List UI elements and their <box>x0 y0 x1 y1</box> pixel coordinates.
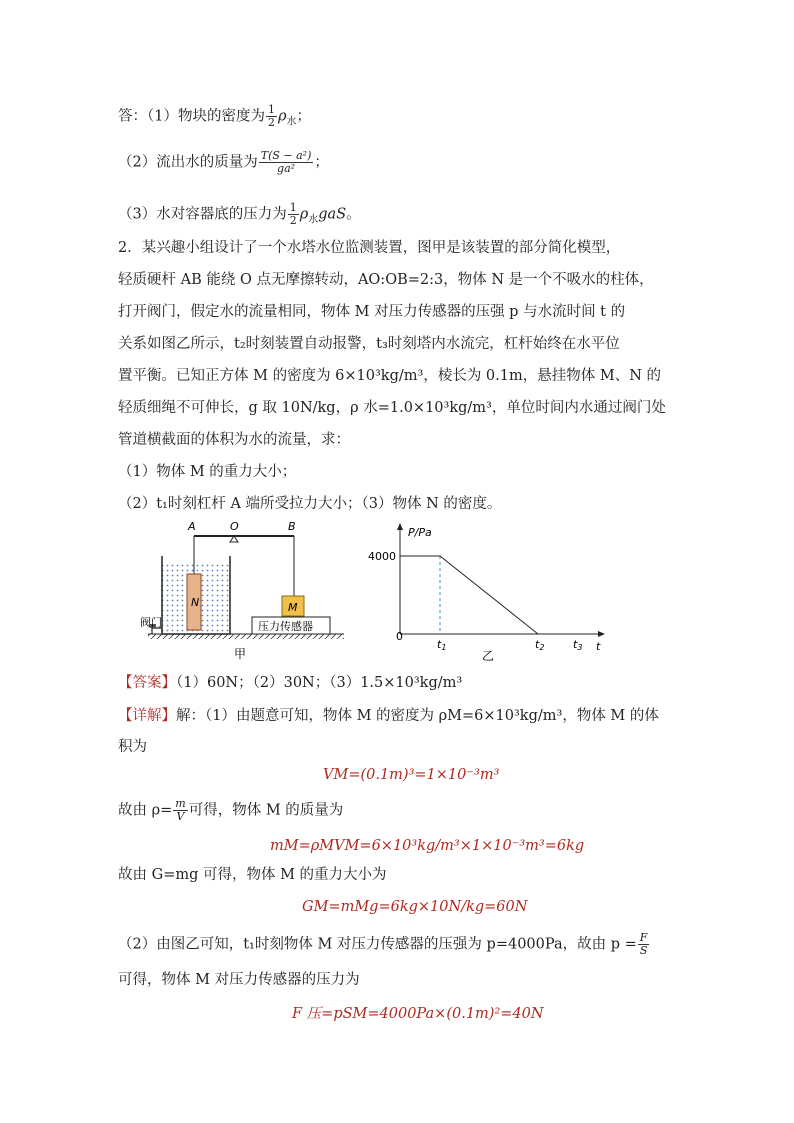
question-2-3: （2）t₁时刻杠杆 A 端所受拉力大小；（3）物体 N 的密度。 <box>118 496 502 512</box>
problem-line: 管道横截面的体积为水的流量，求： <box>118 432 350 448</box>
detail-line-6: 可得，物体 M 对压力传感器的压力为 <box>118 972 360 988</box>
fraction-denominator: S <box>639 944 648 957</box>
x-axis-label: t <box>596 640 601 653</box>
problem-line: 轻质细绳不可伸长，g 取 10N/kg，ρ 水=1.0×10³kg/m³，单位时间内水通过阀门处 <box>118 400 666 416</box>
label-m: M <box>288 601 298 614</box>
fraction-denominator: ga² <box>277 162 296 175</box>
sensor-label: 压力传感器 <box>258 620 313 633</box>
x-tick-t3: t3 <box>573 638 583 652</box>
label-o: O <box>230 520 239 533</box>
detail-text: 可得，物体 M 的质量为 <box>188 802 344 819</box>
detail-line-5 <box>118 932 650 957</box>
answer-line-3 <box>118 202 361 230</box>
fraction-denominator: 2 <box>267 116 275 129</box>
problem-line: 2．某兴趣小组设计了一个水塔水位监测装置，图甲是该装置的部分简化模型， <box>118 240 621 256</box>
problem-line: 置平衡。已知正方体 M 的密度为 6×10³kg/m³，棱长为 0.1m，悬挂物体 M、N 的 <box>118 368 661 384</box>
x-ticks <box>437 638 582 652</box>
detail-line-2: 积为 <box>118 739 147 755</box>
rho-subscript: 水 <box>308 214 319 226</box>
fraction <box>638 932 650 957</box>
problem-line: 关系如图乙所示，t₂时刻装置自动报警，t₃时刻塔内水流完，杠杆始终在水平位 <box>118 336 620 352</box>
question-1: （1）物体 M 的重力大小； <box>118 464 297 480</box>
punct: ； <box>296 108 312 125</box>
caption-b: 乙 <box>482 649 495 663</box>
fraction <box>259 150 314 175</box>
origin-label: 0 <box>396 630 403 643</box>
caption-a: 甲 <box>234 647 247 661</box>
rho-symbol: ρ <box>299 206 309 223</box>
answer-line-2 <box>118 150 329 175</box>
label-n: N <box>191 596 200 609</box>
detail-line-4: 故由 G=mg 可得，物体 M 的重力大小为 <box>118 867 387 883</box>
fraction-numerator: T(S − a²) <box>260 149 312 162</box>
detail-text: （2）由图乙可知，t₁时刻物体 M 对压力传感器的压强为 p=4000Pa，故由 p = <box>118 936 637 953</box>
detail-tag: 【详解】 <box>118 708 176 724</box>
fraction <box>288 202 299 227</box>
detail-text: 故由 ρ= <box>118 802 173 819</box>
y-axis-label: P/Pa <box>408 526 432 539</box>
answer-line-1 <box>118 104 311 132</box>
answer-text: （2）流出水的质量为 <box>118 154 258 171</box>
rho-subscript: 水 <box>286 116 297 128</box>
detail-line-3 <box>118 798 343 823</box>
problem-line: 轻质硬杆 AB 能绕 O 点无摩擦转动，AO:OB=2:3，物体 N 是一个不吸水的柱体， <box>118 272 654 288</box>
answer-text: （1）60N；（2）30N；（3）1.5×10³kg/m³ <box>176 675 463 691</box>
equation-gravity: GM=mMg=6kg×10N/kg=60N <box>302 899 528 915</box>
label-a: A <box>188 520 196 533</box>
x-tick-t1: t1 <box>437 638 447 652</box>
x-tick-t2: t2 <box>535 638 545 652</box>
fraction <box>266 104 277 129</box>
equation-mass: mM=ρMVM=6×10³kg/m³×1×10⁻³m³=6kg <box>270 838 585 854</box>
figure-chart <box>362 518 612 664</box>
punct: ； <box>314 154 329 171</box>
valve-label: 阀门 <box>140 616 162 629</box>
answer-text: （3）水对容器底的压力为 <box>118 206 287 223</box>
problem-line: 打开阀门，假定水的流量相同，物体 M 对压力传感器的压强 p 与水流时间 t 的 <box>118 304 626 320</box>
fraction-denominator: V <box>176 810 185 823</box>
y-tick-4000: 4000 <box>368 550 396 563</box>
x-axis-arrow <box>598 631 605 637</box>
answer-text: 答：（1）物块的密度为 <box>118 108 265 125</box>
ground <box>148 634 344 639</box>
fraction-numerator: F <box>639 931 648 944</box>
equation-volume: VM=(0.1m)³=1×10⁻³m³ <box>323 767 500 783</box>
series-line <box>400 556 538 634</box>
fraction-numerator: 1 <box>267 103 275 116</box>
detail-text: 解：（1）由题意可知，物体 M 的密度为 ρM=6×10³kg/m³，物体 M 的体 <box>176 708 659 724</box>
answer-tag: 【答案】 <box>118 675 176 691</box>
rho-symbol: ρ <box>277 108 287 125</box>
label-b: B <box>288 520 296 533</box>
fraction-denominator: 2 <box>289 214 297 227</box>
fraction-numerator: m <box>175 797 186 810</box>
punct: 。 <box>346 206 361 223</box>
fraction <box>173 798 187 823</box>
y-axis-arrow <box>397 523 403 530</box>
formula-text: gaS <box>318 206 347 223</box>
answer-line <box>118 673 462 693</box>
equation-force: F 压=pSM=4000Pa×(0.1m)²=40N <box>292 1006 544 1022</box>
detail-line-1 <box>118 706 659 726</box>
figure-apparatus <box>140 518 360 662</box>
fraction-numerator: 1 <box>289 201 297 214</box>
